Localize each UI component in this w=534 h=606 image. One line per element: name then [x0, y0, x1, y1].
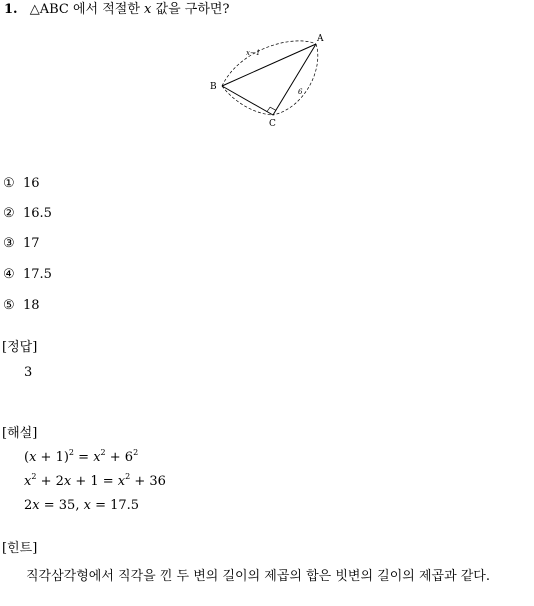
triangle-figure: [200, 28, 340, 132]
choice-4-mark: ④: [3, 267, 15, 282]
vertex-c-label: C: [269, 119, 276, 129]
choice-4[interactable]: [3, 267, 52, 283]
solution-line-1: $(x + 1)^2 = x^2 + 6^2$: [24, 448, 139, 465]
choice-1-value: 16: [23, 176, 40, 191]
question-line: [4, 2, 229, 18]
choice-1[interactable]: [3, 176, 40, 192]
hint-label: [힌트]: [2, 541, 38, 556]
solution-line-2: $x^2 + 2x + 1 = x^2 + 36$: [24, 472, 166, 489]
question-text-after: 값을 구하면?: [151, 2, 230, 17]
side-bc: [222, 86, 273, 115]
answer-label: [정답]: [2, 340, 38, 355]
solution-line-3: 2x = 35, x = 17.5: [24, 498, 140, 513]
choice-2-mark: ②: [3, 206, 15, 221]
solution-label: [해설]: [2, 426, 38, 441]
side-ab: [222, 44, 316, 86]
triangle-label: △ABC: [29, 2, 69, 17]
choice-5-mark: ⑤: [3, 298, 15, 313]
right-angle-mark: [267, 107, 276, 111]
choice-2[interactable]: [3, 206, 52, 222]
choice-5-value: 18: [23, 298, 40, 313]
choice-4-value: 17.5: [23, 267, 52, 282]
vertex-a-label: A: [317, 34, 324, 44]
choice-3[interactable]: [3, 236, 40, 252]
answer-value: 3: [24, 365, 33, 380]
choice-2-value: 16.5: [23, 206, 52, 221]
question-text-before: 에서 적절한: [68, 2, 145, 17]
choice-3-mark: ③: [3, 236, 15, 251]
question-variable: x: [144, 2, 152, 17]
choice-5[interactable]: [3, 298, 40, 314]
question-number: 1.: [4, 2, 18, 17]
hint-text: 직각삼각형에서 직각을 낀 두 변의 길이의 제곱의 합은 빗변의 길이의 제곱과 같다.: [26, 569, 491, 584]
choice-1-mark: ①: [3, 176, 15, 191]
choice-3-value: 17: [23, 236, 40, 251]
side-ab-label: x−1: [246, 49, 261, 57]
vertex-b-label: B: [210, 82, 217, 92]
side-ac-label: 6: [298, 88, 303, 96]
